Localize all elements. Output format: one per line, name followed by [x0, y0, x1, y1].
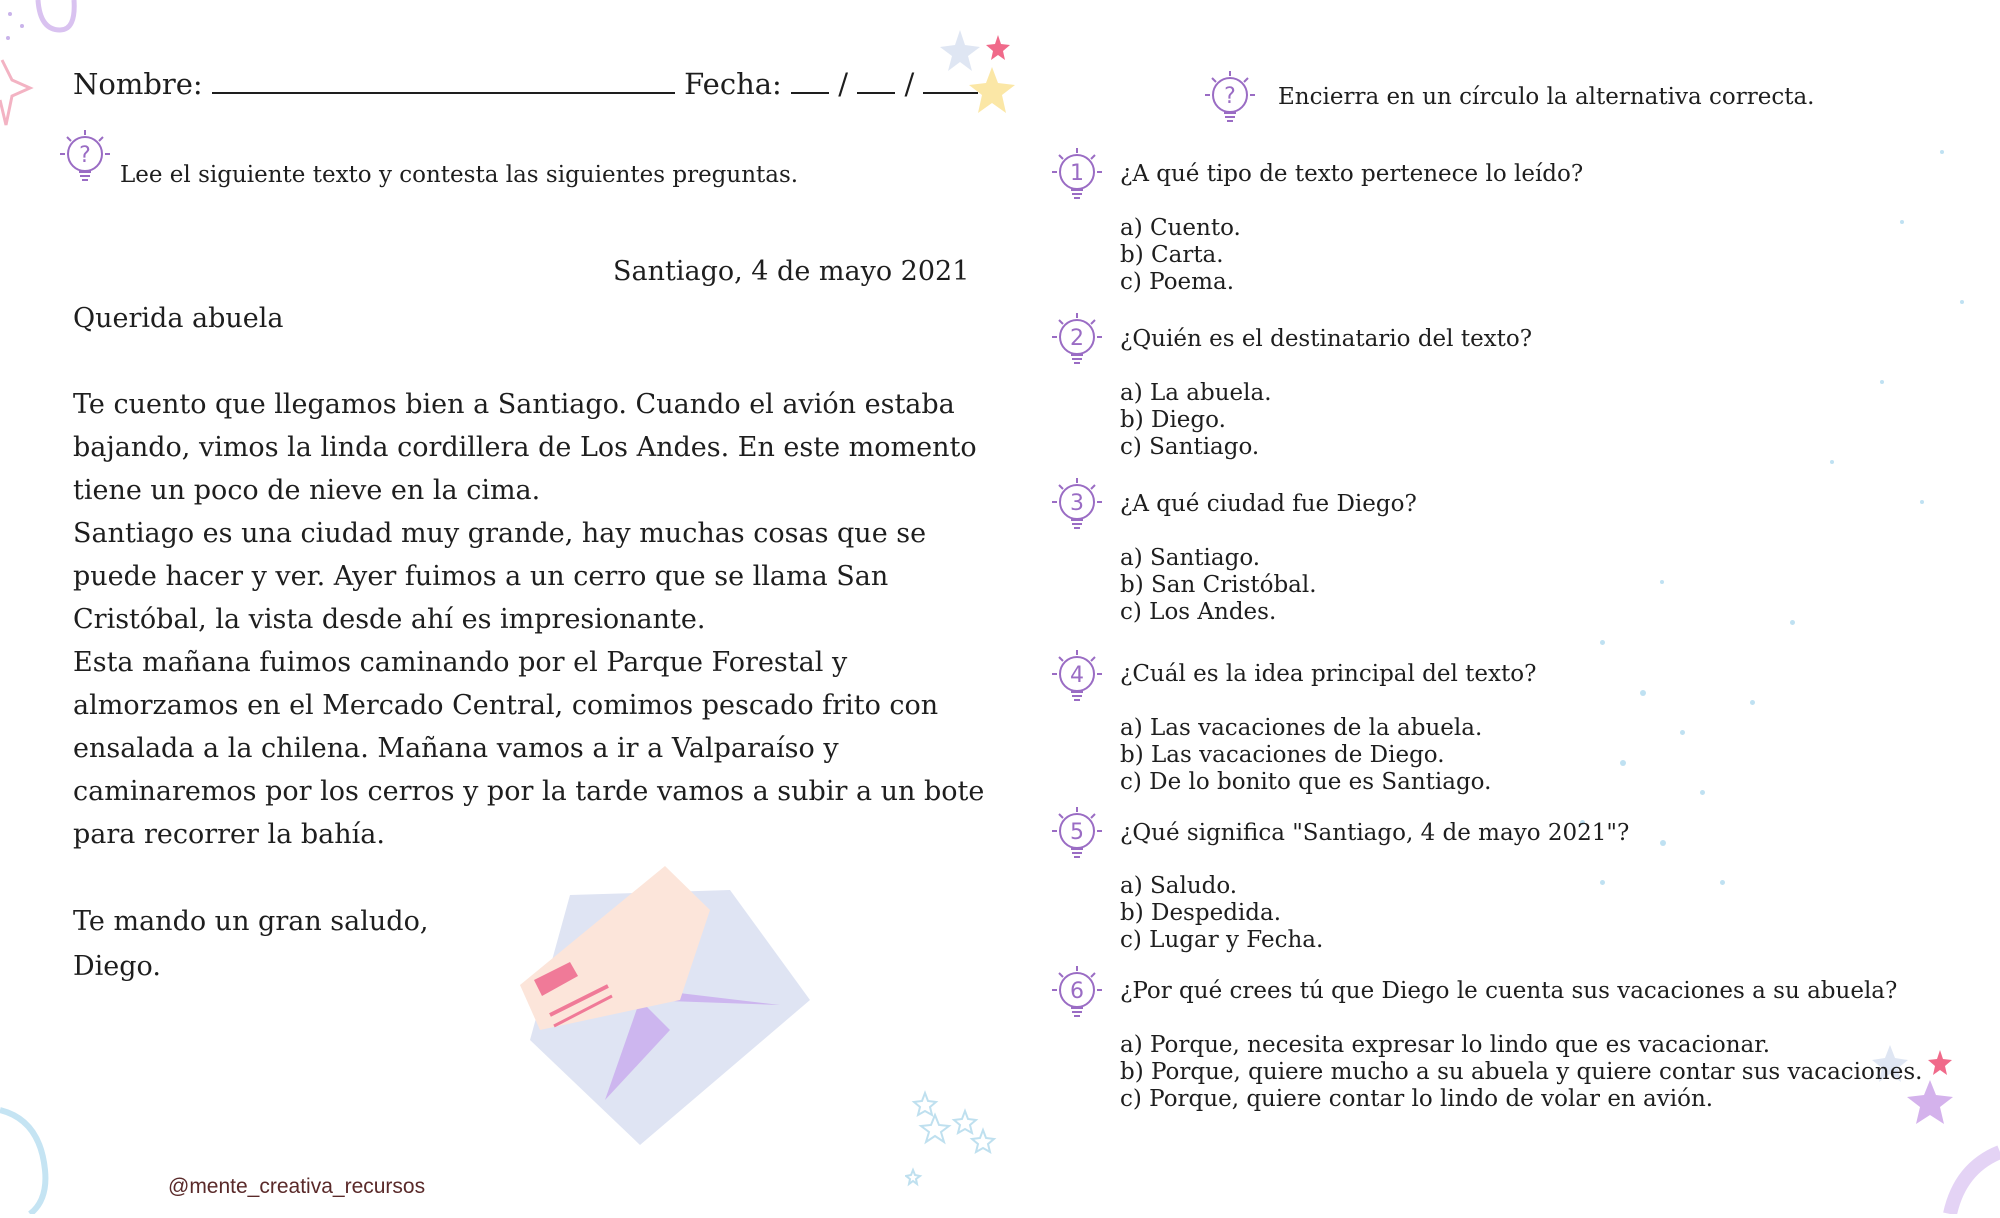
- options-list: [1120, 1032, 1922, 1113]
- number-5-bulb-icon: [1044, 799, 1110, 865]
- option-c[interactable]: c) De lo bonito que es Santiago.: [1120, 769, 1492, 795]
- number-3-bulb-icon: [1044, 470, 1110, 536]
- options-list: [1120, 873, 1323, 954]
- question-text: ¿A qué ciudad fue Diego?: [1120, 491, 1417, 517]
- left-instruction: Lee el siguiente texto y contesta las siguientes preguntas.: [120, 162, 799, 188]
- letter-date: Santiago, 4 de mayo 2021: [613, 256, 970, 287]
- dot: [1680, 730, 1685, 735]
- dot: [1940, 150, 1944, 154]
- letter-line: tiene un poco de nieve en la cima.: [73, 475, 541, 506]
- option-a[interactable]: a) Cuento.: [1120, 215, 1241, 241]
- dot: [1600, 880, 1605, 885]
- letter-line: Santiago es una ciudad muy grande, hay muchas cosas que se: [73, 518, 927, 549]
- option-c[interactable]: c) Santiago.: [1120, 434, 1260, 460]
- option-b[interactable]: b) Porque, quiere mucho a su abuela y quiere contar sus vacaciones.: [1120, 1059, 1923, 1085]
- name-label: Nombre:: [73, 67, 203, 101]
- dot: [1830, 460, 1834, 464]
- option-c[interactable]: c) Lugar y Fecha.: [1120, 927, 1324, 953]
- question-number: 1: [1070, 161, 1084, 186]
- dot: [1750, 700, 1755, 705]
- number-1-bulb-icon: [1044, 140, 1110, 206]
- letter-line: para recorrer la bahía.: [73, 819, 385, 850]
- question-text: ¿Por qué crees tú que Diego le cuenta sus vacaciones a su abuela?: [1120, 978, 1898, 1004]
- right-instruction: Encierra en un círculo la alternativa correcta.: [1278, 84, 1815, 110]
- dot: [1620, 760, 1626, 766]
- date-label: Fecha:: [684, 67, 782, 101]
- question-number: 2: [1070, 326, 1084, 351]
- letter-closing: Te mando un gran saludo,: [73, 906, 429, 937]
- number-2-bulb-icon: [1044, 305, 1110, 371]
- options-list: [1120, 380, 1272, 461]
- name-date-header: [73, 64, 978, 101]
- options-list: [1120, 215, 1241, 296]
- question-text: ¿Qué significa "Santiago, 4 de mayo 2021"?: [1120, 820, 1630, 846]
- stars-decoration-bottom: [905, 1085, 1005, 1214]
- date-field-year[interactable]: [923, 64, 978, 94]
- option-b[interactable]: b) Despedida.: [1120, 900, 1282, 926]
- dot: [1920, 500, 1924, 504]
- letter-line: ensalada a la chilena. Mañana vamos a ir a Valparaíso y: [73, 733, 839, 764]
- option-a[interactable]: a) Saludo.: [1120, 873, 1238, 899]
- option-c[interactable]: c) Porque, quiere contar lo lindo de volar en avión.: [1120, 1086, 1714, 1112]
- question-number: 4: [1070, 663, 1084, 688]
- date-field-day[interactable]: [791, 64, 829, 94]
- dot: [1660, 840, 1666, 846]
- option-c[interactable]: c) Poema.: [1120, 269, 1235, 295]
- option-b[interactable]: b) Diego.: [1120, 407, 1226, 433]
- question-text: ¿Cuál es la idea principal del texto?: [1120, 661, 1537, 687]
- letter-signature: Diego.: [73, 951, 161, 982]
- letter-line: Te cuento que llegamos bien a Santiago. Cuando el avión estaba: [73, 389, 955, 420]
- letter-greeting: Querida abuela: [73, 303, 284, 334]
- letter-line: caminaremos por los cerros y por la tarde vamos a subir a un bote: [73, 776, 985, 807]
- number-4-bulb-icon: [1044, 642, 1110, 708]
- date-field-month[interactable]: [857, 64, 895, 94]
- dot: [1660, 580, 1664, 584]
- option-b[interactable]: b) Las vacaciones de Diego.: [1120, 742, 1445, 768]
- option-a[interactable]: a) Santiago.: [1120, 545, 1261, 571]
- question-mark-glyph: ?: [79, 143, 91, 168]
- dot: [1880, 380, 1884, 384]
- option-b[interactable]: b) Carta.: [1120, 242, 1224, 268]
- dot: [1700, 790, 1705, 795]
- dot: [1960, 300, 1964, 304]
- letter-line: almorzamos en el Mercado Central, comimos pescado frito con: [73, 690, 939, 721]
- question-number: 5: [1070, 820, 1084, 845]
- options-list: [1120, 715, 1491, 796]
- option-a[interactable]: a) Porque, necesita expresar lo lindo que es vacacionar.: [1120, 1032, 1771, 1058]
- dot: [1640, 690, 1646, 696]
- dot: [1790, 620, 1795, 625]
- option-a[interactable]: a) Las vacaciones de la abuela.: [1120, 715, 1483, 741]
- dot: [1600, 640, 1605, 645]
- name-field[interactable]: [212, 64, 675, 94]
- question-text: ¿Quién es el destinatario del texto?: [1120, 326, 1533, 352]
- question-text: ¿A qué tipo de texto pertenece lo leído?: [1120, 161, 1584, 187]
- credit-handle: @mente_creativa_recursos: [168, 1175, 426, 1198]
- letter-body: [73, 383, 984, 856]
- letter-line: bajando, vimos la linda cordillera de Los Andes. En este momento: [73, 432, 977, 463]
- corner-decoration-bottom-left: [0, 1090, 70, 1214]
- option-c[interactable]: c) Los Andes.: [1120, 599, 1277, 625]
- option-b[interactable]: b) San Cristóbal.: [1120, 572, 1317, 598]
- date-separator: /: [838, 67, 849, 101]
- letter-line: Cristóbal, la vista desde ahí es impresionante.: [73, 604, 706, 635]
- envelope-illustration: [510, 860, 820, 1150]
- question-mark-glyph: ?: [1224, 84, 1236, 109]
- number-6-bulb-icon: [1044, 958, 1110, 1024]
- letter-line: Esta mañana fuimos caminando por el Parque Forestal y: [73, 647, 848, 678]
- dot: [1720, 880, 1725, 885]
- option-a[interactable]: a) La abuela.: [1120, 380, 1272, 406]
- question-number: 3: [1070, 491, 1084, 516]
- lightbulb-question-icon: [1197, 63, 1263, 129]
- letter-line: puede hacer y ver. Ayer fuimos a un cerro que se llama San: [73, 561, 889, 592]
- lightbulb-question-icon: [52, 122, 118, 188]
- options-list: [1120, 545, 1317, 626]
- question-number: 6: [1070, 979, 1084, 1004]
- dot: [1900, 220, 1904, 224]
- date-separator: /: [904, 67, 915, 101]
